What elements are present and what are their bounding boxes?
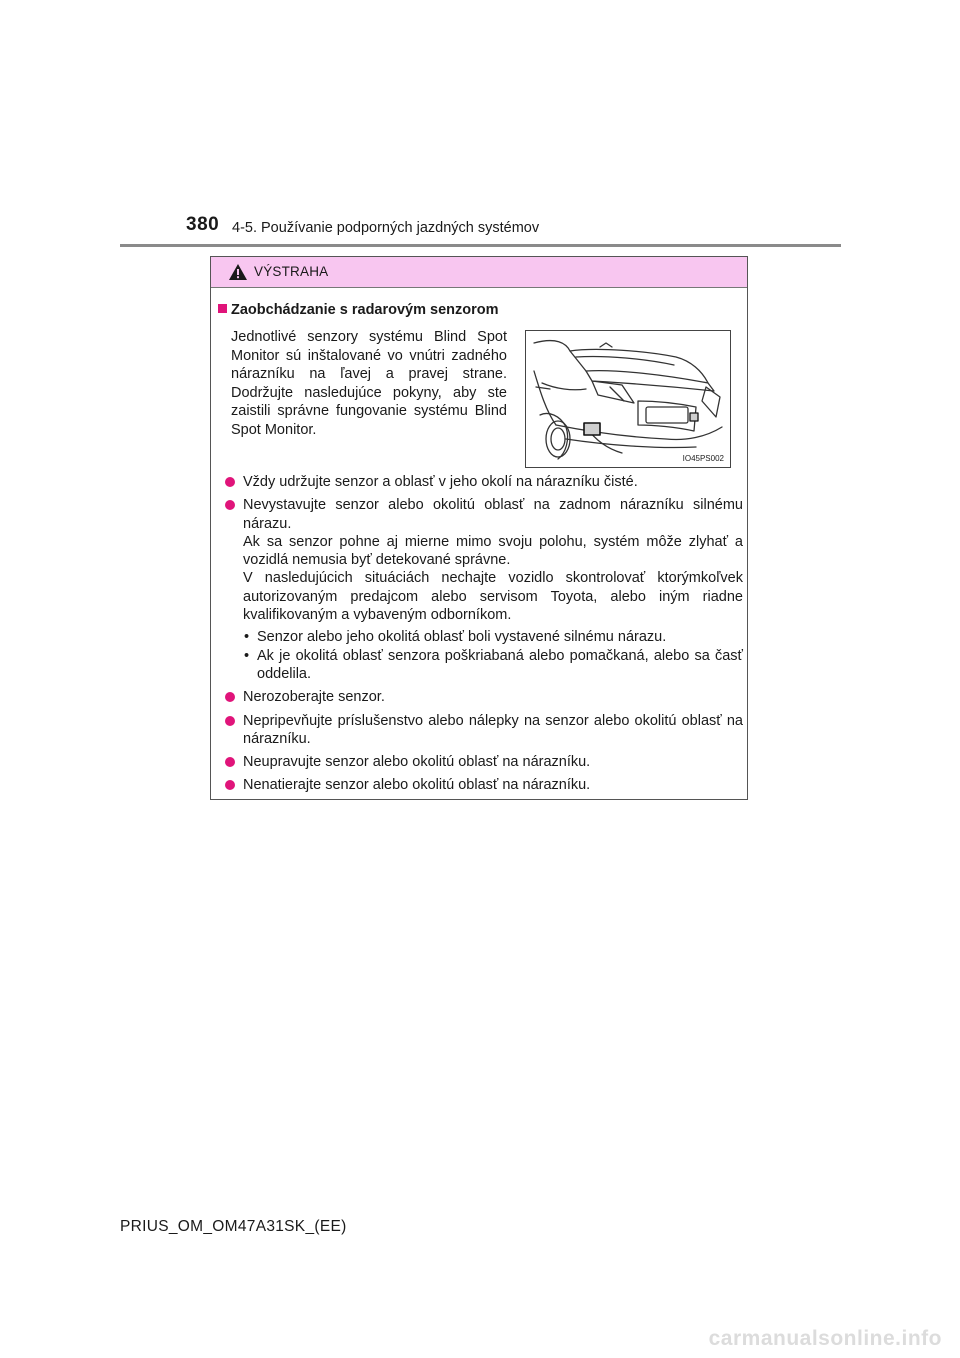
- bullet-item: [225, 496, 743, 683]
- section-square-icon: [218, 304, 227, 313]
- chapter-title: 4-5. Používanie podporných jazdných systémov: [232, 220, 540, 236]
- bullet-dot-icon: [225, 500, 235, 510]
- section-title-text: Zaobchádzanie s radarovým senzorom: [231, 302, 499, 318]
- figure-code: IO45PS002: [682, 454, 724, 463]
- warning-header: [211, 257, 747, 288]
- page-number: 380: [186, 214, 220, 235]
- warning-title: VÝSTRAHA: [254, 264, 329, 279]
- car-rear-illustration: [526, 331, 730, 467]
- bullet-item: [225, 688, 743, 706]
- sub-item: • Senzor alebo jeho okolitá oblasť boli vystavené silnému nárazu.: [243, 628, 743, 646]
- bullet-text: Nepripevňujte príslušenstvo alebo nálepky na senzor alebo okolitú oblasť na nárazníku.: [243, 712, 743, 747]
- warning-triangle-icon: [228, 263, 248, 281]
- bullet-dot-icon: [225, 757, 235, 767]
- bullet-text: Vždy udržujte senzor a oblasť v jeho okolí na nárazníku čisté.: [243, 474, 638, 490]
- warning-box: [210, 256, 748, 800]
- bullet-dot-icon: [225, 477, 235, 487]
- bullet-item: [225, 473, 743, 491]
- watermark: carmanualsonline.info: [708, 1327, 942, 1350]
- bullet-text: V nasledujúcich situáciách nechajte vozidlo skontrolovať ktorýmkoľvek autorizovaným predajcom alebo servisom Toyota, alebo iným riadne kvalifikovaným a vybaveným odborníkom.: [243, 570, 743, 624]
- rear-bumper-figure: [525, 330, 731, 468]
- sub-list: [243, 628, 743, 683]
- bullet-dot-icon: [225, 780, 235, 790]
- section-title: [218, 302, 499, 318]
- bullet-text: Ak sa senzor pohne aj mierne mimo svoju polohu, systém môže zlyhať a vozidlá nemusia byť detekované správne.: [243, 533, 743, 569]
- bullet-text: Nenatierajte senzor alebo okolitú oblasť na nárazníku.: [243, 777, 591, 794]
- bullet-item: [225, 776, 743, 794]
- bullet-text: Neupravujte senzor alebo okolitú oblasť na nárazníku.: [243, 754, 591, 771]
- bullet-dot-icon: [225, 716, 235, 726]
- bullet-list: [225, 473, 743, 800]
- document-code: PRIUS_OM_OM47A31SK_(EE): [120, 1218, 347, 1235]
- bullet-text: Nevystavujte senzor alebo okolitú oblasť na zadnom nárazníku silnému nárazu.: [243, 497, 743, 532]
- bullet-text: Nerozoberajte senzor.: [243, 689, 385, 706]
- intro-paragraph: Jednotlivé senzory systému Blind Spot Monitor sú inštalované vo vnútri zadného nárazníku na ľavej a pravej strane. Dodržujte nasledujúce pokyny, aby ste zaistili správne fungovanie systému Blind Spot Monitor.: [231, 329, 507, 438]
- bullet-dot-icon: [225, 692, 235, 702]
- sub-item: • Ak je okolitá oblasť senzora poškriabaná alebo pomačkaná, alebo sa časť oddelila.: [243, 647, 743, 684]
- bullet-item: [225, 753, 743, 771]
- bullet-item: [225, 712, 743, 749]
- header-divider: [120, 244, 841, 247]
